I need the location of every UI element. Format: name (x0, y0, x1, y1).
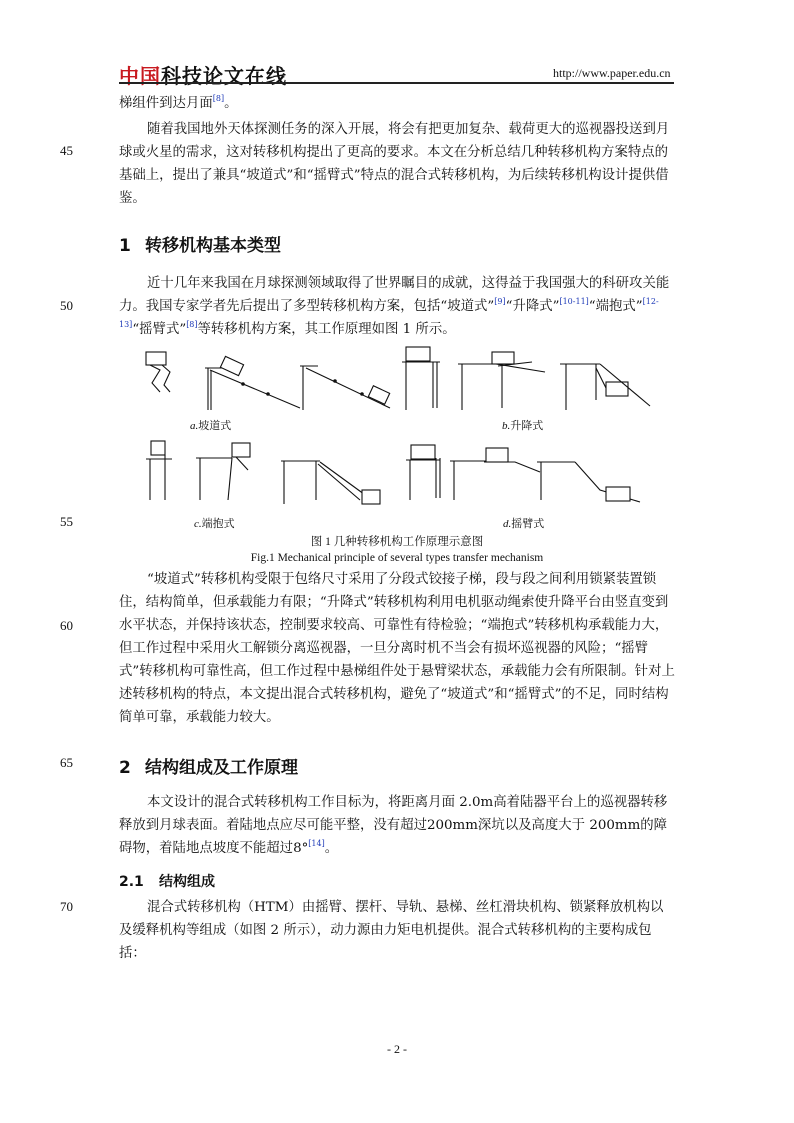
citation[interactable]: [8] (212, 94, 225, 103)
diagram-lift-type (402, 347, 650, 410)
figure-caption-cn: 图 1 几种转移机构工作原理示意图 (310, 536, 484, 548)
line-number-60: 60 (60, 618, 73, 633)
subcaption-c: c.端抱式 (194, 518, 235, 530)
subcaption-d: d.摇臂式 (503, 518, 545, 530)
paragraph-structure: 混合式转移机构（HTM）由摇臂、摆杆、导轨、悬梯、丝杠滑块机构、锁紧释放机构以及缓释机构等组成（如图 2 所示），动力源由力矩电机提供。混合式转移机构的主要构成包括： (119, 900, 664, 961)
citation[interactable]: [9] (494, 297, 506, 306)
section-heading-2: 2 结构组成及工作原理 (119, 758, 298, 778)
citation[interactable]: [12-13] (119, 297, 659, 329)
paragraph-comparison: “坡道式”转移机构受限于包络尺寸采用了分段式铰接子梯，段与段之间利用锁紧装置锁住，结构简单，但承载能力有限；“升降式”转移机构利用电机驱动绳索使升降平台由竖直变到水平状态，并保持该状态，控制要求较高、可靠性有待检验；“端抱式”转移机构承载能力大，但工作过程中采用火工解锁分离巡视器，一旦分离时机不当会有损坏巡视器的风险；“摇臂式”转移机构可靠性高，但工作过程中悬梯组件处于悬臂梁状态，承载能力会有所限制。针对上述转移机构的特点，本文提出混合式转移机构，避免了“坡道式”和“摇臂式”的不足，同时结构简单可靠，承载能力较大。 (119, 572, 675, 725)
section-heading-2-1: 2.1 结构组成 (119, 874, 215, 890)
line-number-55: 55 (60, 514, 73, 529)
citation[interactable]: [10-11] (559, 297, 589, 306)
paragraph-types: 近十几年来我国在月球探测领域取得了世界瞩目的成就，这得益于我国强大的科研攻关能力。我国专家学者先后提出了多型转移机构方案，包括“坡道式”[9]“升降式”[10-11]“端抱式”[12-13]“摇臂式”[8]等转移机构方案，其工作原理如图 1 所示。 (119, 276, 670, 337)
diagram-ramp-type (146, 352, 390, 410)
diagram-rocker-type (406, 445, 640, 502)
logo-red-text: 中国 (119, 64, 161, 88)
section-heading-1: 1 转移机构基本类型 (119, 236, 281, 256)
paragraph-continuation: 梯组件到达月面[8]。 (119, 94, 238, 111)
subcaption-b: b.升降式 (502, 420, 544, 432)
page-number: - 2 - (387, 1042, 407, 1056)
citation[interactable]: [8] (186, 320, 198, 329)
figure-caption-en: Fig.1 Mechanical principle of several types transfer mechanism (250, 552, 544, 564)
diagram-embrace-type (146, 441, 380, 504)
line-number-65: 65 (60, 755, 73, 770)
line-number-50: 50 (60, 298, 73, 313)
paragraph-intro: 随着我国地外天体探测任务的深入开展，将会有把更加复杂、载荷更大的巡视器投送到月球或火星的需求，这对转移机构提出了更高的要求。本文在分析总结几种转移机构方案特点的基础上，提出了兼具“坡道式”和“摇臂式”特点的混合式转移机构，为后续转移机构设计提供借鉴。 (119, 122, 670, 206)
paragraph-design-goal: 本文设计的混合式转移机构工作目标为，将距离月面 2.0m高着陆器平台上的巡视器转移释放到月球表面。着陆地点应尽可能平整，没有超过200mm深坑以及高度大于 200mm的障碍物，着陆地点坡度不能超过8°[14]。 (119, 795, 668, 856)
logo-black-text: 科技论文在线 (161, 64, 287, 88)
line-number-70: 70 (60, 899, 73, 914)
citation[interactable]: [14] (308, 839, 325, 848)
line-number-45: 45 (60, 143, 73, 158)
header-url[interactable]: http://www.paper.edu.cn (553, 66, 671, 80)
subcaption-a: a.坡道式 (190, 420, 232, 432)
figure-1-diagram (0, 0, 794, 560)
